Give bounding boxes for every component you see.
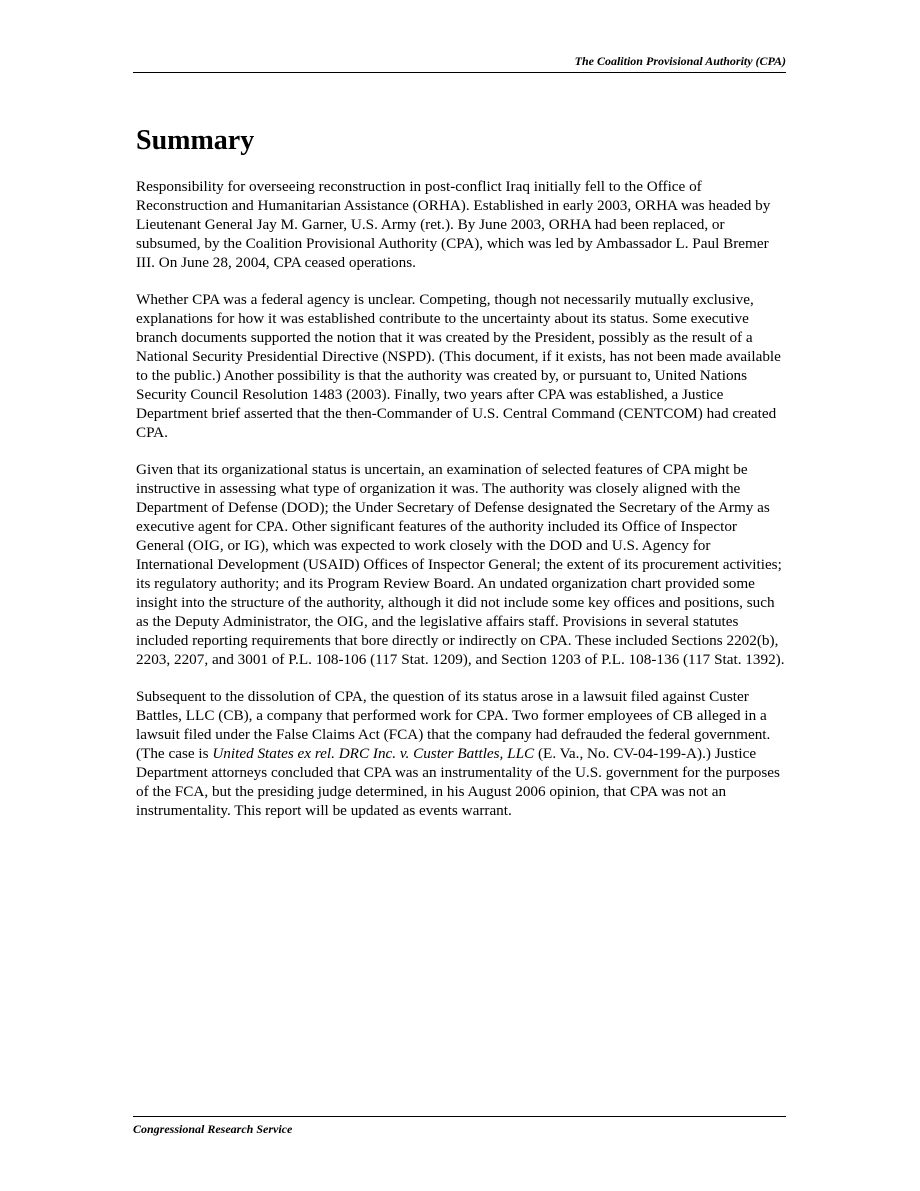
summary-paragraph-2: Whether CPA was a federal agency is unclear. Competing, though not necessarily mutually exclusive, explanations for how it was established contribute to the uncertainty about its status. Some executive branch documents supported the notion that it was created by the President, possibly as the result of a National Security Presidential Directive (NSPD). (This document, if it exists, has not been made available to the public.) Another possibility is that the authority was created by, or pursuant to, United Nations Security Council Resolution 1483 (2003). Finally, two years after CPA was established, a Justice Department brief asserted that the then-Commander of U.S. Central Command (CENTCOM) had created CPA. bbox=[136, 291, 781, 441]
summary-paragraph-3: Given that its organizational status is uncertain, an examination of selected features of CPA might be instructive in assessing what type of organization it was. The authority was closely aligned with the Department of Defense (DOD); the Under Secretary of Defense designated the Secretary of the Army as executive agent for CPA. Other significant features of the authority included its Office of Inspector General (OIG, or IG), which was expected to work closely with the DOD and U.S. Agency for International Development (USAID) Offices of Inspector General; the extent of its procurement activities; its regulatory authority; and its Program Review Board. An undated organization chart provided some insight into the structure of the authority, although it did not include some key offices and positions, such as the Deputy Administrator, the OIG, and the legislative affairs staff. Provisions in several statutes included reporting requirements that bore directly or indirectly on CPA. These included Sections 2202(b), 2203, 2207, and 3001 of P.L. 108-106 (117 Stat. 1209), and Section 1203 of P.L. 108-136 (117 Stat. 1392). bbox=[136, 461, 785, 668]
summary-paragraph-1: Responsibility for overseeing reconstruction in post-conflict Iraq initially fell to the Office of Reconstruction and Humanitarian Assistance (ORHA). Established in early 2003, ORHA was headed by Lieutenant General Jay M. Garner, U.S. Army (ret.). By June 2003, ORHA had been replaced, or subsumed, by the Coalition Provisional Authority (CPA), which was led by Ambassador L. Paul Bremer III. On June 28, 2004, CPA ceased operations. bbox=[136, 178, 771, 271]
running-header-title: The Coalition Provisional Authority (CPA) bbox=[574, 54, 786, 68]
summary-paragraph-4 bbox=[136, 687, 786, 820]
running-footer bbox=[133, 1116, 786, 1136]
footer-publisher: Congressional Research Service bbox=[133, 1122, 293, 1136]
paragraph-4-text-after: (E. Va., No. CV-04-199-A).) Justice Department attorneys concluded that CPA was an instrumentality of the U.S. government for the purposes of the FCA, but the presiding judge determined, in his August 2006 opinion, that CPA was not an instrumentality. This report will be updated as events warrant. bbox=[136, 745, 780, 819]
paragraph-4-text-before: Subsequent to the dissolution of CPA, the question of its status arose in a lawsuit filed against Custer Battles, LLC (CB), a company that performed work for CPA. Two former employees of CB alleged in a lawsuit filed under the False Claims Act (FCA) that the company had defrauded the federal government. (The case is bbox=[136, 688, 771, 762]
page-title: Summary bbox=[136, 125, 255, 156]
running-header bbox=[133, 55, 786, 73]
case-name: United States ex rel. DRC Inc. v. Custer Battles, LLC bbox=[212, 745, 535, 762]
summary-body bbox=[136, 177, 786, 838]
